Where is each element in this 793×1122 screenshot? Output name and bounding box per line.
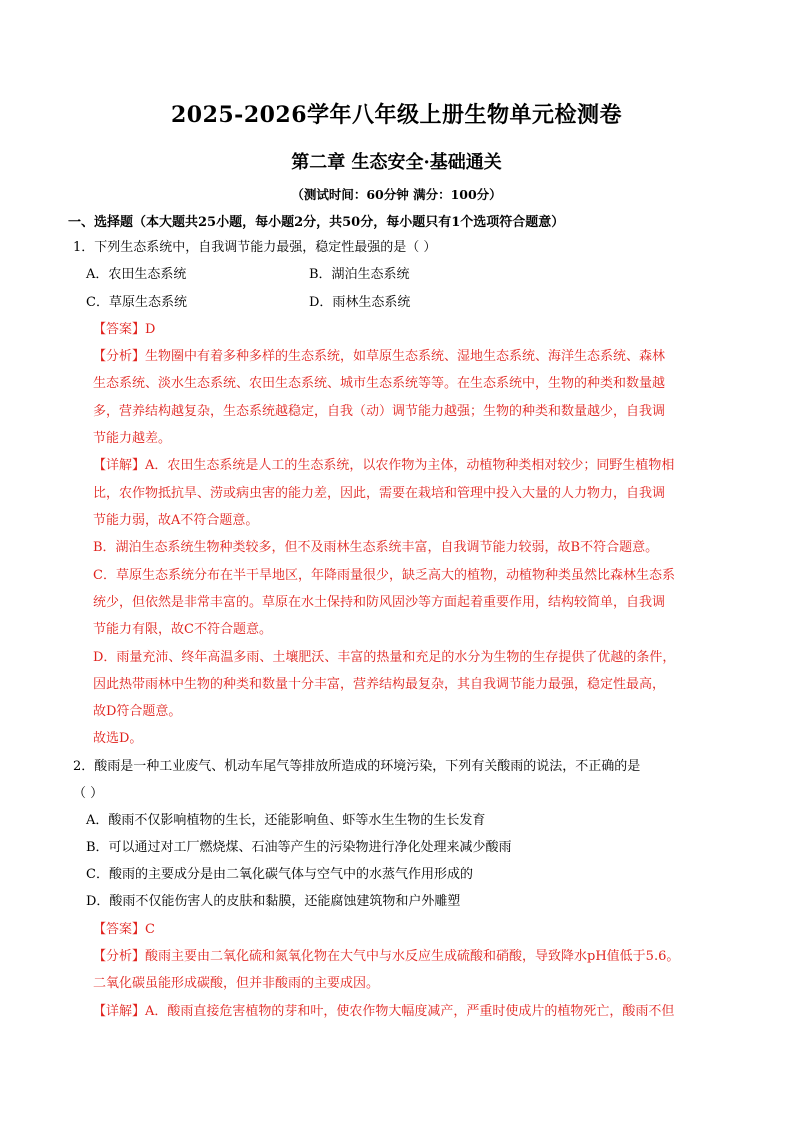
question-1-detail-line: 节能力弱，故A不符合题意。 [93, 513, 259, 528]
detail-label: 【详解】 [93, 1004, 146, 1019]
question-1-answer [93, 320, 155, 340]
question-1-detail-line: 因此热带雨林中生物的种类和数量十分丰富，营养结构最复杂，其自我调节能力最强，稳定性最高， [93, 677, 666, 692]
question-1-detail-line: C．草原生态系统分布在半干旱地区，年降雨量很少，缺乏高大的植物，动植物种类虽然比森林生态系 [93, 568, 675, 583]
answer-label: 【答案】 [93, 922, 146, 937]
question-2-detail-line [93, 1002, 674, 1022]
analysis-label: 【分析】 [93, 349, 146, 364]
question-1-option-d: D．雨林生态系统 [309, 295, 411, 310]
question-1-detail-line: 比，农作物抵抗旱、涝或病虫害的能力差，因此，需要在栽培和管理中投入大量的人力物力，自我调 [93, 486, 666, 501]
question-1-analysis-line: 节能力越差。 [93, 431, 172, 446]
exam-time-info: （测试时间：60分钟 满分：100分） [291, 187, 502, 202]
question-1-detail-line: D．雨量充沛、终年高温多雨、土壤肥沃、丰富的热量和充足的水分为生物的生存提供了优越的条件， [93, 650, 676, 665]
detail-text: A．农田生态系统是人工的生态系统，以农作物为主体，动植物种类相对较少；同野生植物相 [145, 458, 675, 473]
question-1-option-a: A．农田生态系统 [86, 267, 187, 282]
question-1-detail-line [93, 456, 674, 476]
question-1-stem: 1．下列生态系统中，自我调节能力最强，稳定性最强的是（ ） [73, 240, 437, 255]
question-1-detail-line: 节能力有限，故C不符合题意。 [93, 622, 272, 637]
answer-label: 【答案】 [93, 322, 146, 337]
question-1-analysis-line: 多，营养结构越复杂，生态系统越稳定，自我（动）调节能力越强；生物的种类和数量越少，自我调 [93, 404, 666, 419]
answer-value: C [145, 922, 155, 937]
question-2-stem: 2．酸雨是一种工业废气、机动车尾气等排放所造成的环境污染，下列有关酸雨的说法，不正确的是 [73, 759, 641, 774]
answer-value: D [145, 322, 156, 337]
question-2-option-a: A．酸雨不仅影响植物的生长，还能影响鱼、虾等水生生物的生长发育 [86, 813, 486, 828]
chapter-subtitle: 第二章 生态安全·基础通关 [291, 152, 502, 173]
question-2-answer [93, 920, 155, 940]
page-title: 2025-2026学年八年级上册生物单元检测卷 [170, 102, 623, 128]
analysis-label: 【分析】 [93, 949, 146, 964]
question-1-option-b: B．湖泊生态系统 [309, 267, 410, 282]
question-1-detail-line: 统少，但依然是非常丰富的。草原在水土保持和防风固沙等方面起着重要作用，结构较简单，自我调 [93, 595, 666, 610]
question-1-analysis-line: 生态系统、淡水生态系统、农田生态系统、城市生态系统等等。在生态系统中，生物的种类和数量越 [93, 376, 666, 391]
question-1-option-c: C．草原生态系统 [86, 295, 187, 310]
question-2-analysis-line: 二氧化碳虽能形成碳酸，但并非酸雨的主要成因。 [93, 976, 380, 991]
question-1-analysis-line [93, 347, 665, 367]
analysis-text: 生物圈中有着多种多样的生态系统，如草原生态系统、湿地生态系统、海洋生态系统、森林 [145, 349, 666, 364]
detail-label: 【详解】 [93, 458, 146, 473]
question-2-option-d: D．酸雨不仅能伤害人的皮肤和黏膜，还能腐蚀建筑物和户外雕塑 [86, 894, 461, 909]
question-2-option-c: C．酸雨的主要成分是由二氧化碳气体与空气中的水蒸气作用形成的 [86, 867, 473, 882]
question-1-conclusion: 故选D。 [93, 731, 143, 746]
question-2-stem-continued: （ ） [73, 786, 104, 801]
analysis-text: 酸雨主要由二氧化硫和氮氧化物在大气中与水反应生成硫酸和硝酸，导致降水pH值低于5.6。 [145, 949, 680, 964]
detail-text: A．酸雨直接危害植物的芽和叶，使农作物大幅度减产，严重时使成片的植物死亡，酸雨不但 [145, 1004, 675, 1019]
section-heading: 一、选择题（本大题共25小题，每小题2分，共50分，每小题只有1个选项符合题意） [68, 215, 565, 230]
question-1-detail-line: 故D符合题意。 [93, 704, 182, 719]
question-1-detail-line: B．湖泊生态系统生物种类较多，但不及雨林生态系统丰富，自我调节能力较弱，故B不符合题意。 [93, 540, 659, 555]
question-2-analysis-line [93, 947, 679, 967]
question-2-option-b: B．可以通过对工厂燃烧煤、石油等产生的污染物进行净化处理来减少酸雨 [86, 840, 512, 855]
